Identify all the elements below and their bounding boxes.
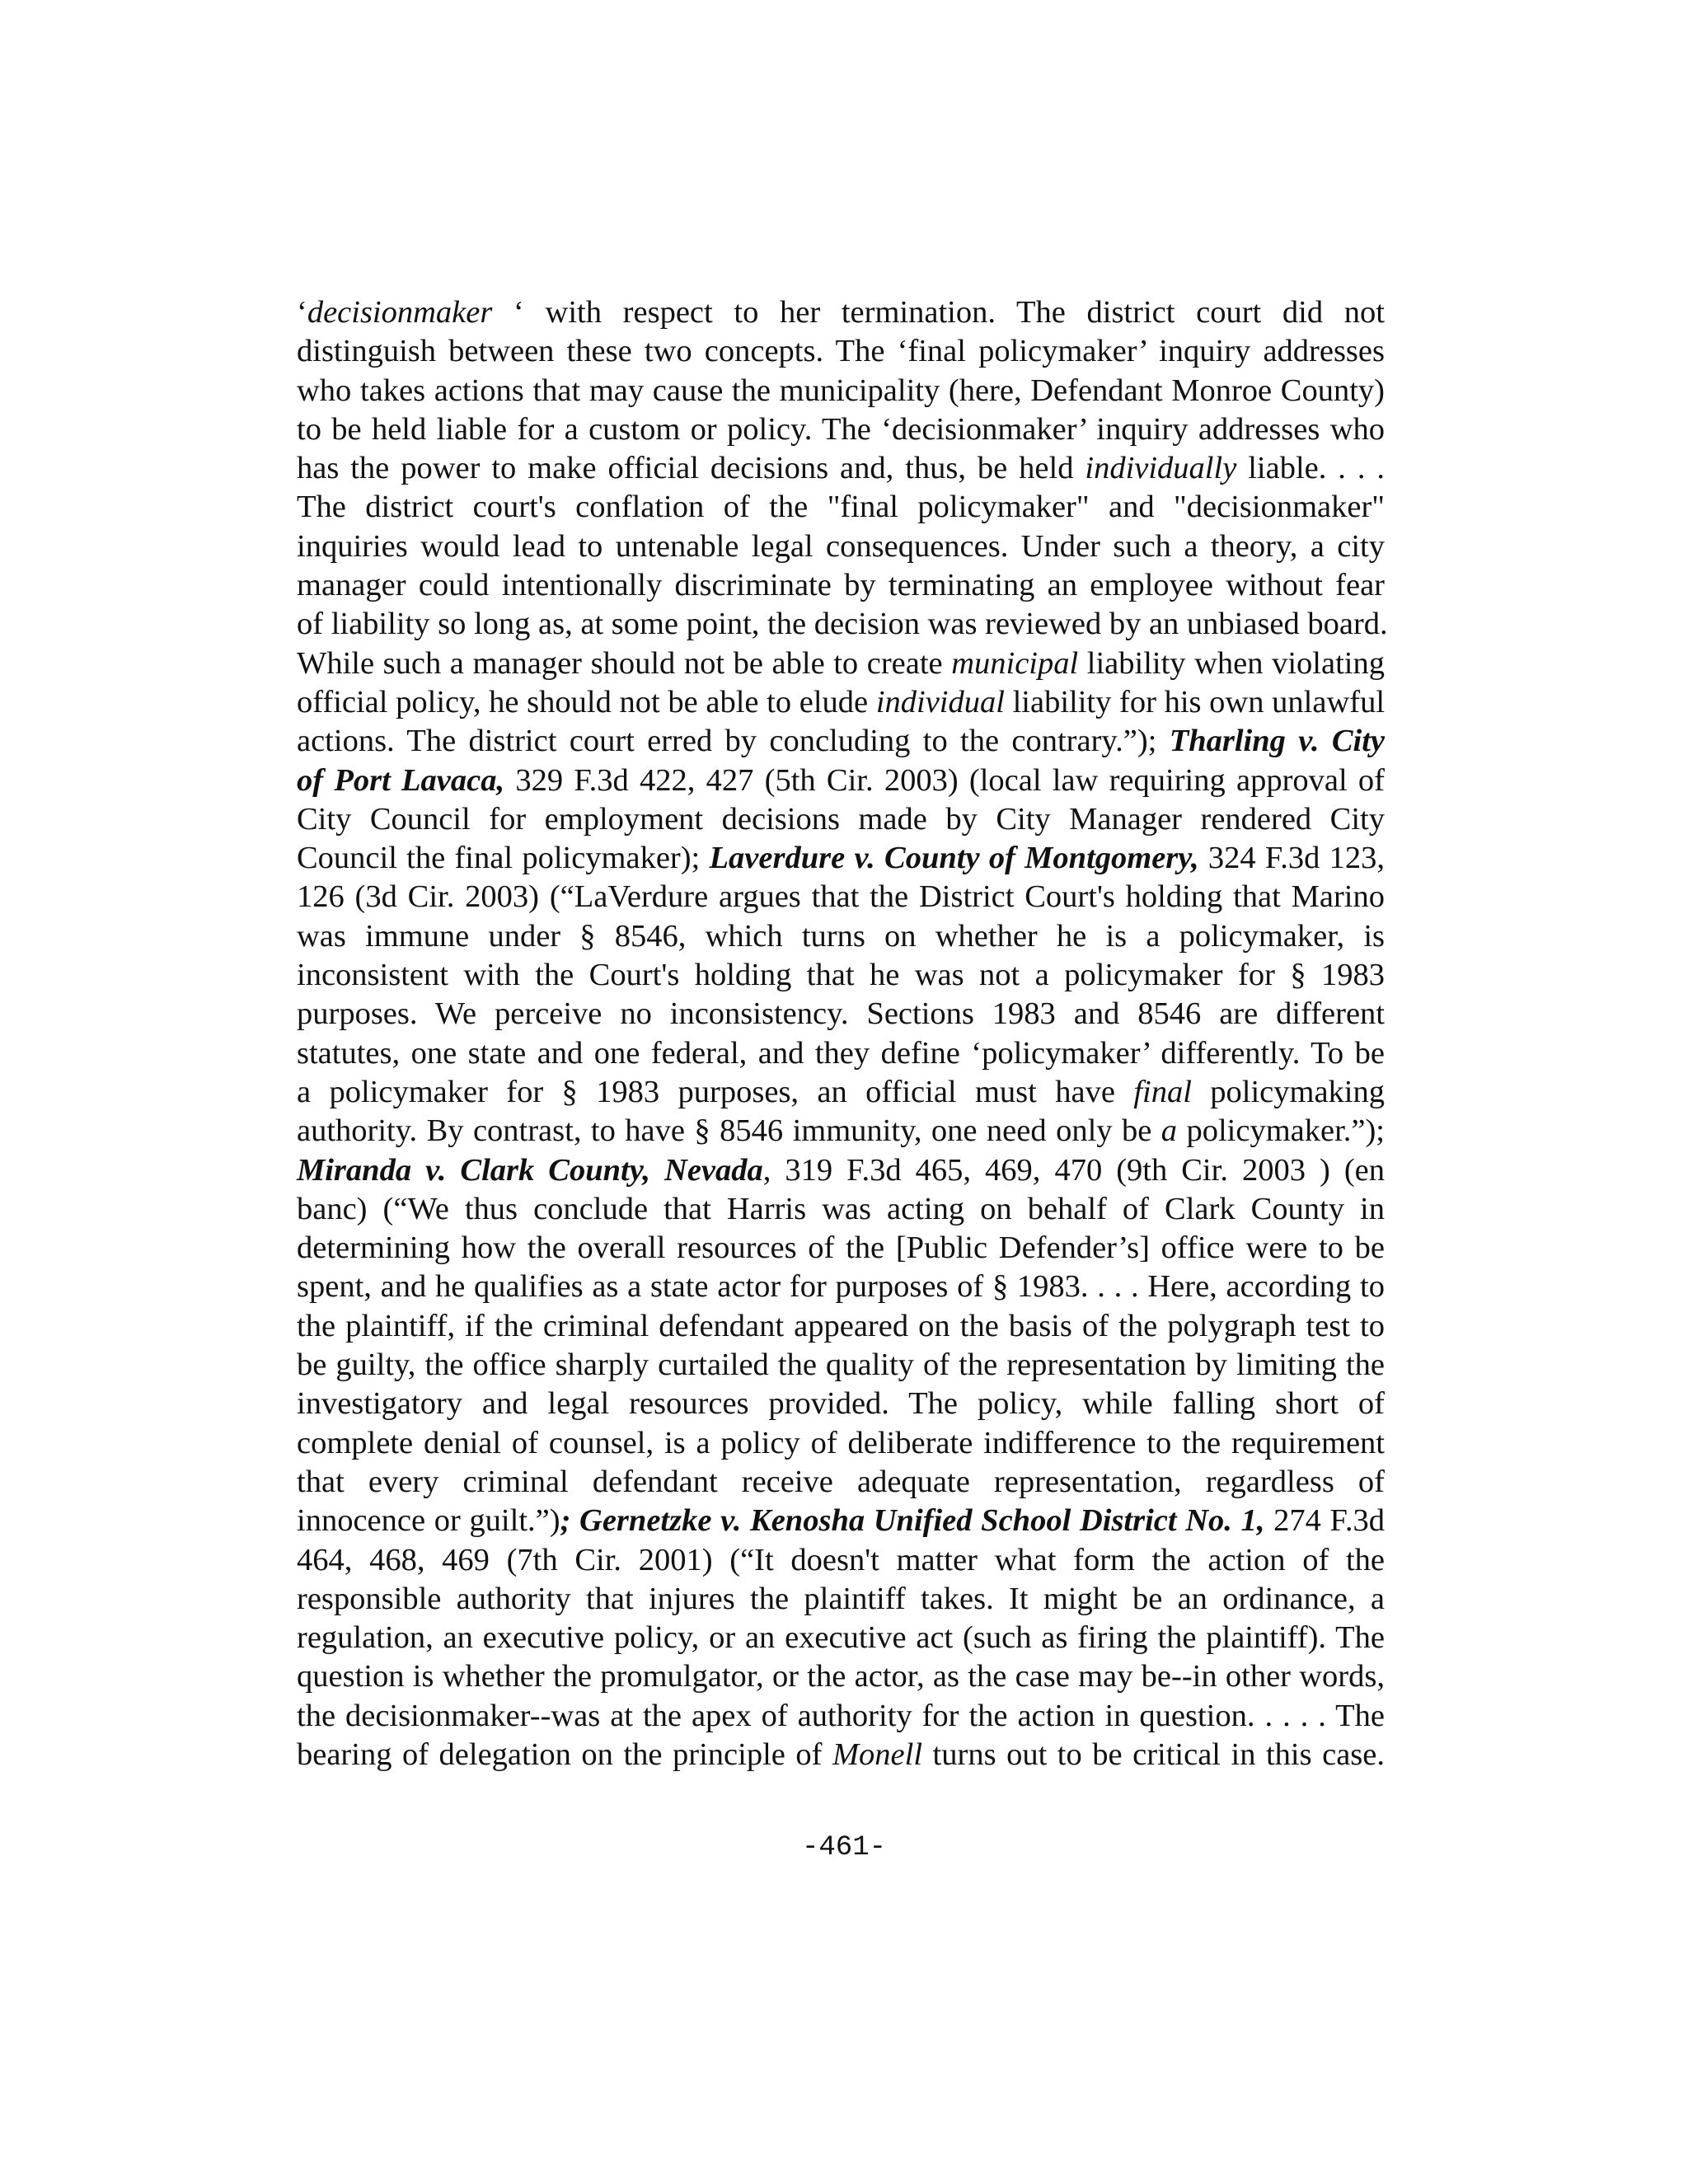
- text-segment: policymaker.”);: [1177, 1113, 1385, 1149]
- text-segment: investigatory and legal resources provided. The policy, while falling short of: [297, 1386, 1385, 1422]
- text-segment: liability when violating: [1078, 645, 1385, 681]
- text-segment: 324 F.3d 123,: [1198, 841, 1385, 876]
- text-segment: ‘ with respect to her termination. The district court did not: [492, 295, 1385, 330]
- text-line: [297, 1073, 1385, 1112]
- text-segment: responsible authority that injures the plaintiff takes. It might be an ordinance, a: [297, 1581, 1385, 1616]
- text-line: [297, 800, 1385, 839]
- text-segment: actions. The district court erred by concluding to the contrary.”);: [297, 724, 1170, 759]
- text-segment: inconsistent with the Court's holding that he was not a policymaker for § 1983: [297, 958, 1385, 993]
- text-segment: who takes actions that may cause the municipality (here, Defendant Monroe County): [297, 373, 1385, 408]
- emphasis-text: municipal: [951, 645, 1079, 681]
- text-segment: , 319 F.3d 465, 469, 470 (9th Cir. 2003 ) (en: [762, 1152, 1385, 1188]
- emphasis-text: a: [1160, 1113, 1178, 1149]
- text-segment: complete denial of counsel, is a policy of deliberate indifference to the requirement: [297, 1425, 1385, 1460]
- text-segment: innocence or guilt.”): [297, 1503, 560, 1539]
- text-line: [297, 605, 1388, 644]
- text-line: [297, 917, 1385, 956]
- text-line: [297, 1268, 1385, 1306]
- text-segment: that every criminal defendant receive adequate representation, regardless of: [297, 1464, 1385, 1499]
- text-segment: Council the final policymaker);: [297, 841, 710, 876]
- text-segment: distinguish between these two concepts. The ‘final policymaker’ inquiry addresses: [297, 334, 1385, 369]
- text-segment: banc) (“We thus conclude that Harris was acting on behalf of Clark County in: [297, 1191, 1385, 1226]
- text-segment: liable. . . .: [1236, 451, 1385, 486]
- emphasis-text: decisionmaker: [307, 295, 493, 330]
- text-segment: purposes. We perceive no inconsistency. Sections 1983 and 8546 are different: [297, 996, 1385, 1032]
- text-line: [297, 839, 1385, 878]
- text-line: [297, 995, 1385, 1033]
- text-segment: liability for his own unlawful: [1004, 684, 1386, 719]
- text-line: [297, 1736, 1385, 1774]
- text-line: [297, 1190, 1385, 1229]
- text-line: [297, 683, 1385, 722]
- text-line: [297, 410, 1385, 449]
- text-line: [297, 332, 1385, 371]
- page-number: -461-: [801, 1832, 887, 1863]
- text-segment: ‘: [297, 295, 307, 330]
- text-segment: inquiries would lead to untenable legal consequences. Under such a theory, a city: [297, 528, 1385, 564]
- text-line: [297, 1697, 1385, 1736]
- text-line: [297, 1346, 1385, 1385]
- text-line: [297, 1229, 1385, 1268]
- text-segment: the plaintiff, if the criminal defendant appeared on the basis of the polygraph test to: [297, 1308, 1385, 1343]
- case-citation: ; Gernetzke v. Kenosha Unified School District No. 1,: [560, 1503, 1265, 1539]
- case-citation: of Port Lavaca,: [297, 762, 505, 798]
- text-line: [297, 1463, 1385, 1502]
- text-line: [297, 878, 1385, 916]
- emphasis-text: individual: [875, 684, 1005, 719]
- text-line: [297, 1034, 1385, 1073]
- text-line: [297, 644, 1385, 683]
- text-line: [297, 1424, 1385, 1463]
- text-segment: regulation, an executive policy, or an executive act (such as firing the plaintiff). The: [297, 1620, 1385, 1656]
- text-segment: 126 (3d Cir. 2003) (“LaVerdure argues that the District Court's holding that Marino: [297, 879, 1385, 915]
- text-segment: manager could intentionally discriminate by terminating an employee without fear: [297, 568, 1385, 603]
- text-line: [297, 722, 1385, 761]
- text-line: [297, 1541, 1385, 1580]
- text-line: [297, 1307, 1385, 1346]
- text-line: [297, 956, 1385, 995]
- text-line: [297, 527, 1385, 566]
- text-line: [297, 1151, 1385, 1190]
- text-segment: turns out to be critical in this case.: [922, 1736, 1386, 1772]
- text-line: [297, 293, 1385, 332]
- text-line: [297, 1619, 1385, 1657]
- text-segment: 329 F.3d 422, 427 (5th Cir. 2003) (local law requiring approval of: [504, 762, 1385, 798]
- case-citation: Miranda v. Clark County, Nevada: [297, 1152, 763, 1188]
- text-segment: While such a manager should not be able to create: [297, 645, 952, 681]
- text-line: [297, 566, 1385, 605]
- text-segment: policymaking: [1191, 1074, 1385, 1109]
- text-segment: spent, and he qualifies as a state actor for purposes of § 1983. . . . Here, according to: [297, 1269, 1385, 1305]
- emphasis-text: final: [1133, 1074, 1192, 1109]
- emphasis-text: individually: [1085, 451, 1237, 486]
- text-segment: be guilty, the office sharply curtailed the quality of the representation by limiting the: [297, 1347, 1385, 1383]
- text-line: [297, 1502, 1385, 1540]
- text-segment: of liability so long as, at some point, the decision was reviewed by an unbiased board.: [297, 607, 1388, 642]
- text-line: [297, 1657, 1385, 1696]
- text-segment: bearing of delegation on the principle of: [297, 1736, 832, 1772]
- text-line: [297, 762, 1385, 800]
- text-line: [297, 1112, 1385, 1151]
- case-citation: Tharling v. City: [1169, 724, 1385, 759]
- text-segment: authority. By contrast, to have § 8546 immunity, one need only be: [297, 1113, 1161, 1149]
- text-segment: City Council for employment decisions made by City Manager rendered City: [297, 801, 1385, 837]
- text-line: [297, 1385, 1385, 1423]
- text-segment: official policy, he should not be able to elude: [297, 684, 876, 719]
- text-segment: 274 F.3d: [1264, 1503, 1385, 1539]
- text-segment: 464, 468, 469 (7th Cir. 2001) (“It doesn't matter what form the action of the: [297, 1542, 1385, 1577]
- body-text: [297, 293, 1388, 1774]
- case-citation: Laverdure v. County of Montgomery,: [709, 841, 1199, 876]
- text-line: [297, 449, 1385, 488]
- text-segment: the decisionmaker--was at the apex of authority for the action in question. . . . . The: [297, 1698, 1385, 1733]
- text-segment: question is whether the promulgator, or the actor, as the case may be--in other words,: [297, 1659, 1385, 1694]
- text-line: [297, 1580, 1385, 1619]
- text-segment: The district court's conflation of the "final policymaker" and "decisionmaker": [297, 490, 1385, 525]
- text-segment: statutes, one state and one federal, and they define ‘policymaker’ differently. To be: [297, 1035, 1385, 1071]
- text-segment: determining how the overall resources of the [Public Defender’s] office were to be: [297, 1230, 1385, 1266]
- text-segment: has the power to make official decisions and, thus, be held: [297, 451, 1085, 486]
- emphasis-text: Monell: [832, 1736, 923, 1772]
- text-segment: a policymaker for § 1983 purposes, an official must have: [297, 1074, 1134, 1109]
- text-segment: was immune under § 8546, which turns on whether he is a policymaker, is: [297, 918, 1385, 954]
- text-segment: to be held liable for a custom or policy. The ‘decisionmaker’ inquiry addresses who: [297, 411, 1385, 447]
- text-line: [297, 372, 1385, 410]
- text-line: [297, 488, 1385, 527]
